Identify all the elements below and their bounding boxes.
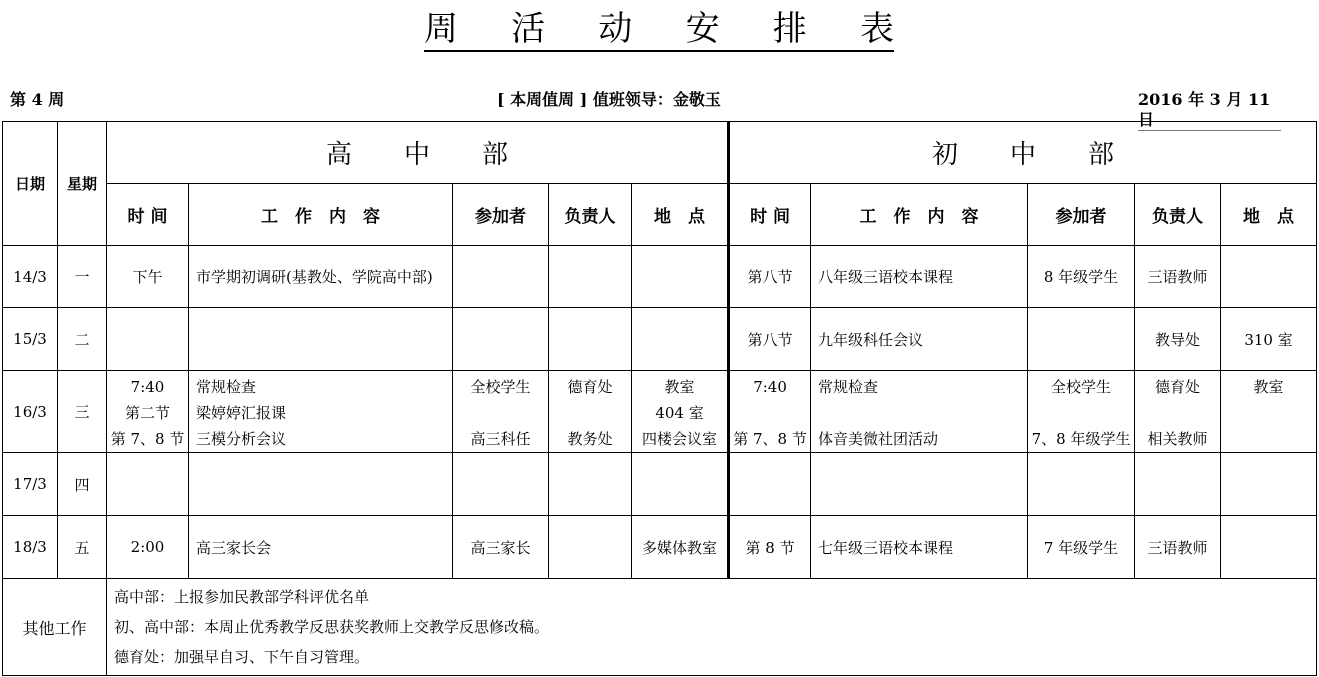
high-time-line: 7:40 — [130, 378, 165, 396]
junior-participants-line — [1028, 400, 1134, 426]
row-weekday: 五 — [58, 516, 107, 579]
junior-content-line: 体音美微社团活动 — [818, 430, 939, 448]
junior-leader-cell — [1135, 371, 1221, 453]
high-participants-line — [453, 400, 548, 426]
high-leader-line: 德育处 — [567, 378, 613, 396]
schedule-row — [3, 371, 1317, 453]
high-location-cell — [632, 453, 729, 516]
junior-time-cell: 第八节 — [729, 246, 811, 308]
junior-time-line — [730, 400, 810, 426]
high-participants-cell: 高三家长 — [453, 516, 549, 579]
junior-content-cell: 九年级科任会议 — [811, 308, 1028, 371]
junior-leader-cell: 三语教师 — [1135, 516, 1221, 579]
high-location-cell: 多媒体教室 — [632, 516, 729, 579]
high-leader-cell — [549, 453, 632, 516]
junior-content-line: 常规检查 — [818, 378, 879, 396]
row-weekday: 三 — [58, 371, 107, 453]
high-content-line: 三模分析会议 — [196, 430, 287, 448]
schedule-row — [3, 516, 1317, 579]
other-work-line: 德育处：加强早自习、下午自习管理。 — [114, 648, 370, 666]
junior-participants-cell — [1028, 453, 1135, 516]
junior-content-cell: 七年级三语校本课程 — [811, 516, 1028, 579]
high-time-cell: 2:00 — [107, 516, 189, 579]
high-leader-cell — [549, 371, 632, 453]
junior-participants-line: 全校学生 — [1051, 378, 1112, 396]
header-junior-content: 工 作 内 容 — [811, 184, 1028, 246]
row-weekday: 一 — [58, 246, 107, 308]
header-junior-location: 地 点 — [1221, 184, 1317, 246]
high-time-cell — [107, 308, 189, 371]
high-participants-cell — [453, 453, 549, 516]
page-title: 周 活 动 安 排 表 — [424, 8, 894, 52]
high-location-cell — [632, 246, 729, 308]
high-content-cell — [189, 308, 453, 371]
high-location-line: 四楼会议室 — [642, 430, 718, 448]
row-weekday: 四 — [58, 453, 107, 516]
junior-location-line — [1221, 400, 1316, 426]
other-work-line: 初、高中部：本周止优秀教学反思获奖教师上交教学反思修改稿。 — [114, 618, 550, 636]
junior-location-cell — [1221, 371, 1317, 453]
junior-participants-line: 7、8 年级学生 — [1031, 430, 1131, 448]
high-content-cell — [189, 371, 453, 453]
high-time-cell: 下午 — [107, 246, 189, 308]
other-work-line: 高中部：上报参加民教部学科评优名单 — [114, 588, 370, 606]
header-junior-time: 时 间 — [729, 184, 811, 246]
high-leader-cell — [549, 246, 632, 308]
junior-leader-line: 德育处 — [1155, 378, 1201, 396]
high-location-line: 404 室 — [655, 404, 704, 422]
schedule-date: 2016 年 3 月 11 日 — [1138, 90, 1281, 131]
high-content-cell: 高三家长会 — [189, 516, 453, 579]
junior-participants-cell: 7 年级学生 — [1028, 516, 1135, 579]
high-leader-cell — [549, 516, 632, 579]
junior-leader-cell: 三语教师 — [1135, 246, 1221, 308]
junior-time-cell — [729, 371, 811, 453]
junior-leader-line: 相关教师 — [1147, 430, 1208, 448]
schedule-row — [3, 308, 1317, 371]
high-leader-line — [549, 400, 631, 426]
high-location-cell — [632, 308, 729, 371]
row-date: 15/3 — [3, 308, 58, 371]
row-date: 17/3 — [3, 453, 58, 516]
row-date: 16/3 — [3, 371, 58, 453]
header-high-participants: 参加者 — [453, 184, 549, 246]
junior-location-cell — [1221, 516, 1317, 579]
high-participants-cell — [453, 308, 549, 371]
row-date: 14/3 — [3, 246, 58, 308]
schedule-row — [3, 246, 1317, 308]
junior-time-cell: 第 8 节 — [729, 516, 811, 579]
junior-content-cell — [811, 453, 1028, 516]
high-leader-cell — [549, 308, 632, 371]
junior-content-cell: 八年级三语校本课程 — [811, 246, 1028, 308]
junior-content-line — [818, 400, 1027, 426]
high-time-line: 第 7、8 节 — [110, 430, 185, 448]
junior-participants-cell: 8 年级学生 — [1028, 246, 1135, 308]
header-date: 日期 — [3, 122, 58, 246]
junior-leader-cell — [1135, 453, 1221, 516]
row-weekday: 二 — [58, 308, 107, 371]
row-date: 18/3 — [3, 516, 58, 579]
high-content-line: 梁婷婷汇报课 — [196, 404, 287, 422]
header-high-content: 工 作 内 容 — [189, 184, 453, 246]
high-time-cell — [107, 453, 189, 516]
junior-leader-cell: 教导处 — [1135, 308, 1221, 371]
junior-time-line: 第 7、8 节 — [733, 430, 807, 448]
high-content-cell: 市学期初调研(基教处、学院高中部) — [189, 246, 453, 308]
high-participants-cell — [453, 371, 549, 453]
junior-location-line — [1221, 426, 1316, 452]
junior-location-line: 教室 — [1253, 378, 1284, 396]
schedule-row — [3, 453, 1317, 516]
high-participants-line: 高三科任 — [470, 430, 531, 448]
junior-location-cell: 310 室 — [1221, 308, 1317, 371]
junior-leader-line — [1135, 400, 1220, 426]
high-time-cell — [107, 371, 189, 453]
header-junior-participants: 参加者 — [1028, 184, 1135, 246]
junior-time-line: 7:40 — [753, 378, 787, 396]
junior-location-cell — [1221, 453, 1317, 516]
header-high-time: 时 间 — [107, 184, 189, 246]
header-junior-school: 初 中 部 — [729, 122, 1317, 184]
header-high-school: 高 中 部 — [107, 122, 729, 184]
junior-location-cell — [1221, 246, 1317, 308]
week-number: 第 4 周 — [10, 90, 65, 109]
schedule-table — [2, 121, 1317, 676]
high-leader-line: 教务处 — [567, 430, 613, 448]
junior-content-cell — [811, 371, 1028, 453]
header-high-leader: 负责人 — [549, 184, 632, 246]
high-content-cell — [189, 453, 453, 516]
high-content-line: 常规检查 — [196, 378, 257, 396]
header-weekday: 星期 — [58, 122, 107, 246]
other-work-content — [107, 579, 1317, 676]
high-participants-line: 全校学生 — [470, 378, 531, 396]
other-work-label: 其他工作 — [3, 579, 107, 676]
junior-participants-cell — [1028, 308, 1135, 371]
high-participants-cell — [453, 246, 549, 308]
junior-time-cell: 第八节 — [729, 308, 811, 371]
junior-participants-cell — [1028, 371, 1135, 453]
high-time-line: 第二节 — [124, 404, 170, 422]
header-junior-leader: 负责人 — [1135, 184, 1221, 246]
duty-leader: [ 本周值周 ] 值班领导：金敬玉 — [497, 90, 721, 109]
high-location-line: 教室 — [664, 378, 695, 396]
header-high-location: 地 点 — [632, 184, 729, 246]
high-location-cell — [632, 371, 729, 453]
other-work-row — [3, 579, 1317, 676]
junior-time-cell — [729, 453, 811, 516]
